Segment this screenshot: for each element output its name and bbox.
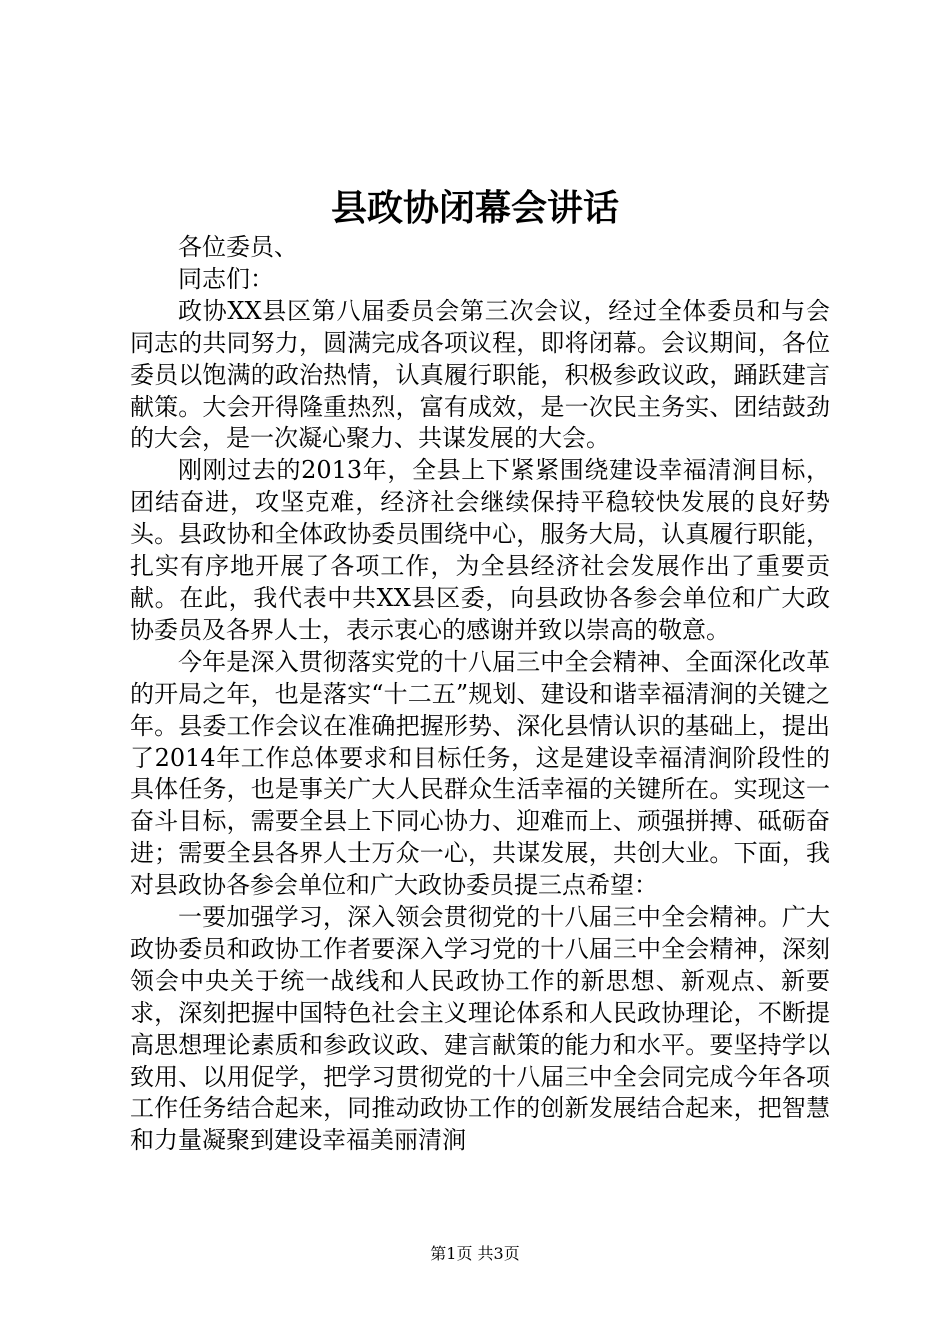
body-paragraph: 政协XX县区第八届委员会第三次会议，经过全体委员和与会同志的共同努力，圆满完成各项议程，即将闭幕。会议期间，各位委员以饱满的政治热情，认真履行职能，积极参政议政，踊跃建言献策。大会开得隆重热烈，富有成效，是一次民主务实、团结鼓劲的大会，是一次凝心聚力、共谋发展的大会。: [130, 296, 830, 453]
body-paragraph: 一要加强学习，深入领会贯彻党的十八届三中全会精神。广大政协委员和政协工作者要深入学习党的十八届三中全会精神，深刻领会中央关于统一战线和人民政协工作的新思想、新观点、新要求，深刻把握中国特色社会主义理论体系和人民政协理论，不断提高思想理论素质和参政议政、建言献策的能力和水平。要坚持学以致用、以用促学，把学习贯彻党的十八届三中全会同完成今年各项工作任务结合起来，同推动政协工作的创新发展结合起来，把智慧和力量凝聚到建设幸福美丽清涧: [130, 903, 830, 1155]
document-title: 县政协闭幕会讲话: [330, 187, 619, 229]
body-paragraph: 刚刚过去的2013年，全县上下紧紧围绕建设幸福清涧目标，团结奋进，攻坚克难，经济社会继续保持平稳较快发展的良好势头。县政协和全体政协委员围绕中心，服务大局，认真履行职能，扎实有序地开展了各项工作，为全县经济社会发展作出了重要贡献。在此，我代表中共XX县区委，向县政协各参会单位和广大政协委员及各界人士，表示衷心的感谢并致以崇高的敬意。: [130, 456, 830, 644]
salutation-line: 各位委员、: [178, 233, 298, 261]
document-body: [130, 232, 830, 1157]
body-paragraph: 今年是深入贯彻落实党的十八届三中全会精神、全面深化改革的开局之年，也是落实“十二五”规划、建设和谐幸福清涧的关键之年。县委工作会议在准确把握形势、深化县情认识的基础上，提出了2014年工作总体要求和目标任务，这是建设幸福清涧阶段性的具体任务，也是事关广大人民群众生活幸福的关键所在。实现这一奋斗目标，需要全县上下同心协力、迎难而上、顽强拼搏、砥砺奋进；需要全县各界人士万众一心，共谋发展，共创大业。下面，我对县政协各参会单位和广大政协委员提三点希望：: [130, 647, 830, 900]
page-number-footer: 第1页 共3页: [430, 1244, 520, 1263]
salutation-line: 同志们：: [178, 264, 274, 293]
